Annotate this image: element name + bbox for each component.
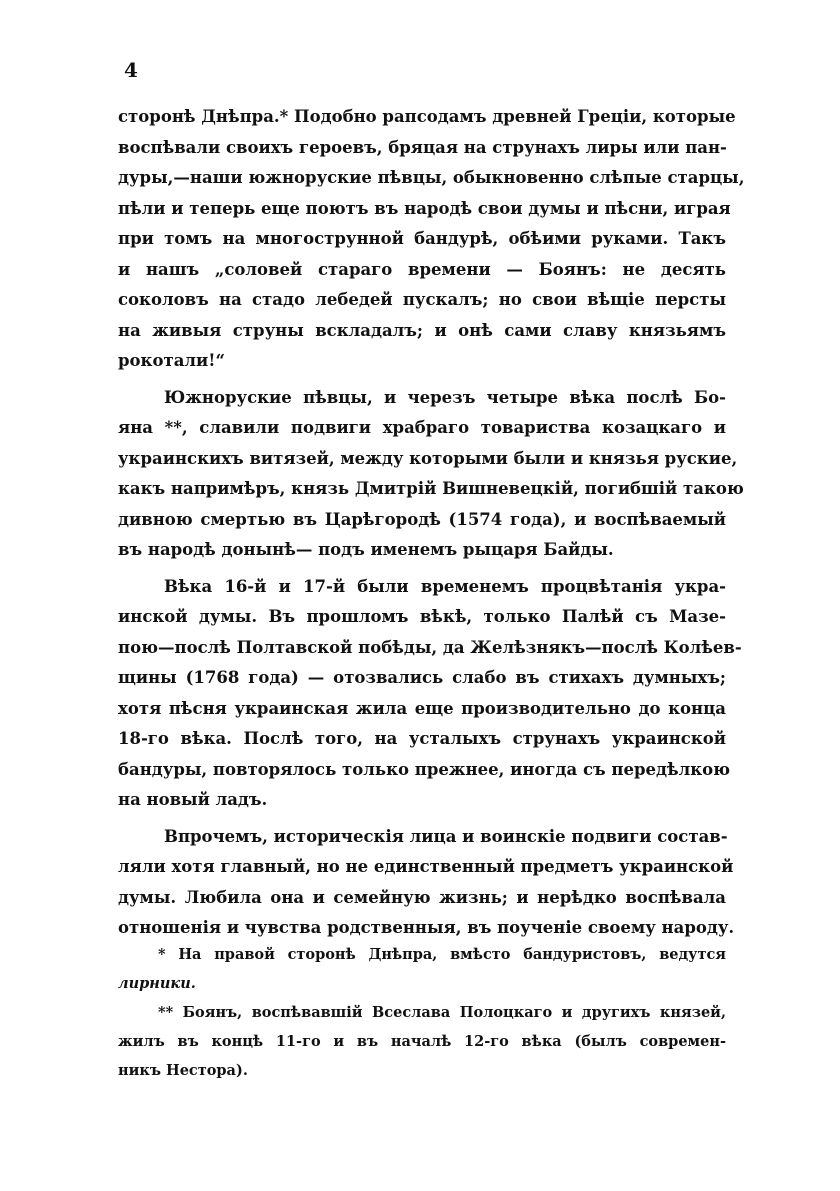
text-line: на новый ладъ.	[118, 790, 268, 809]
footnote-1	[118, 940, 726, 998]
text-line: дуры,—наши южноруские пѣвцы, обыкновенно слѣпые старцы,	[118, 168, 745, 187]
text-line: рокотали!“	[118, 351, 225, 370]
text-line: инской думы. Въ прошломъ вѣкѣ, только Палѣй съ Мазе-	[118, 607, 726, 626]
page-number: 4	[124, 58, 138, 82]
text-line: соколовъ на стадо лебедей пускалъ; но свои вѣщіе персты	[118, 290, 726, 309]
footnote-line	[118, 969, 726, 998]
text-line: украинскихъ витязей, между которыми были и князья руские,	[118, 448, 738, 468]
footnotes	[118, 940, 726, 1085]
text-line: хотя пѣсня украинская жила еще производительно до конца	[118, 698, 726, 718]
footnote-line: * На правой сторонѣ Днѣпра, вмѣсто бандуристовъ, ведутся	[158, 946, 726, 963]
paragraph-3	[118, 572, 742, 816]
paragraph-2	[118, 383, 744, 566]
text-line: Вѣка 16-й и 17-й были временемъ процвѣтанія укра-	[164, 576, 726, 596]
text-line: Впрочемъ, историческія лица и воинскіе подвиги состав-	[164, 826, 728, 846]
paragraph-4	[118, 822, 735, 944]
paragraph-1	[118, 102, 745, 377]
text-line: думы. Любила она и семейную жизнь; и нерѣдко воспѣвала	[118, 887, 726, 907]
text-line: яна **, славили подвиги храбраго товариства козацкаго и	[118, 418, 726, 437]
text-line: Южноруские пѣвцы, и черезъ четыре вѣка послѣ Бо-	[164, 387, 726, 407]
text-line: 18-го вѣка. Послѣ того, на усталыхъ струнахъ украинской	[118, 729, 726, 748]
text-line: ляли хотя главный, но не единственный предметъ украинской	[118, 857, 734, 876]
text-line: отношенія и чувства родственныя, въ поученіе своему народу.	[118, 918, 735, 937]
footnote-line: ** Боянъ, воспѣвавшій Всеслава Полоцкаго и другихъ князей,	[158, 1004, 726, 1021]
text-line: и нашъ „соловей стараго времени — Боянъ: не десять	[118, 259, 726, 279]
text-line: на живыя струны вскладалъ; и онѣ сами славу князьямъ	[118, 320, 726, 340]
footnote-line: жилъ въ концѣ 11-го и въ началѣ 12-го вѣка (былъ современ-	[118, 1033, 726, 1050]
footnote-italic-word: лирники.	[118, 975, 196, 992]
text-line: какъ напримѣръ, князь Дмитрій Вишневецкій, погибшій такою	[118, 479, 744, 498]
text-line: бандуры, повторялось только прежнее, иногда съ передѣлкою	[118, 759, 731, 779]
main-text	[118, 102, 745, 944]
text-line: воспѣвали своихъ героевъ, бряцая на струнахъ лиры или пан-	[118, 137, 727, 157]
text-line: пѣли и теперь еще поютъ въ народѣ свои думы и пѣсни, играя	[118, 198, 731, 218]
footnote-line: никъ Нестора).	[118, 1062, 248, 1079]
text-line: при томъ на многострунной бандурѣ, обѣими руками. Такъ	[118, 229, 726, 248]
text-line: въ народѣ донынѣ— подъ именемъ рыцаря Байды.	[118, 540, 614, 559]
text-line: дивною смертью въ Царѣгородѣ (1574 года), и воспѣваемый	[118, 509, 726, 529]
text-line: щины (1768 года) — отозвались слабо въ стихахъ думныхъ;	[118, 668, 726, 687]
text-line: сторонѣ Днѣпра.* Подобно рапсодамъ древней Греціи, которые	[118, 107, 736, 126]
footnote-2	[118, 998, 726, 1085]
text-line: пою—послѣ Полтавской побѣды, да Желѣзнякъ—послѣ Колѣев-	[118, 637, 742, 657]
